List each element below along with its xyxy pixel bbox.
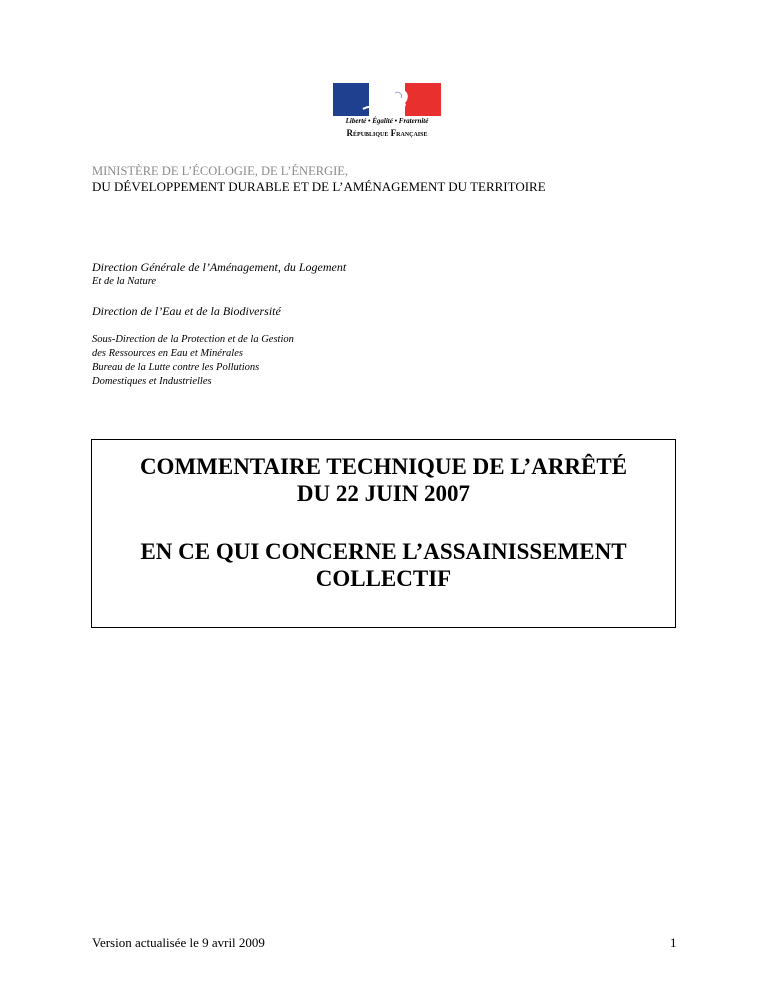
ministry-name-line-1: MINISTÈRE DE L’ÉCOLOGIE, DE L’ÉNERGIE, <box>92 164 348 178</box>
sous-direction-line-2: des Ressources en Eau et Minérales <box>92 348 243 359</box>
direction-generale-line-2: Et de la Nature <box>92 276 157 287</box>
republique-francaise-logo <box>333 83 441 141</box>
ministry-name-line-2: DU DÉVELOPPEMENT DURABLE ET DE L’AMÉNAGEMENT DU TERRITOIRE <box>92 179 546 194</box>
title-line-3: EN CE QUI CONCERNE L’ASSAINISSEMENT <box>140 539 627 564</box>
page-number: 1 <box>670 935 677 950</box>
sous-direction-line-4: Domestiques et Industrielles <box>92 376 212 387</box>
sous-direction-line-1: Sous-Direction de la Protection et de la Gestion <box>92 334 294 345</box>
republique-francaise-label: République Française <box>346 128 428 138</box>
direction-eau-biodiversite: Direction de l’Eau et de la Biodiversité <box>92 304 281 318</box>
document-title-box <box>91 439 676 628</box>
title-line-2: DU 22 JUIN 2007 <box>296 481 471 506</box>
version-date: Version actualisée le 9 avril 2009 <box>92 935 265 950</box>
sous-direction-line-3: Bureau de la Lutte contre les Pollutions <box>92 362 260 373</box>
marianne-profile-icon <box>343 83 433 116</box>
direction-generale-line-1: Direction Générale de l’Aménagement, du Logement <box>92 260 347 274</box>
republic-motto: Liberté • Égalité • Fraternité <box>345 117 429 125</box>
title-line-4: COLLECTIF <box>315 566 452 591</box>
title-line-1: COMMENTAIRE TECHNIQUE DE L’ARRÊTÉ <box>139 454 628 479</box>
